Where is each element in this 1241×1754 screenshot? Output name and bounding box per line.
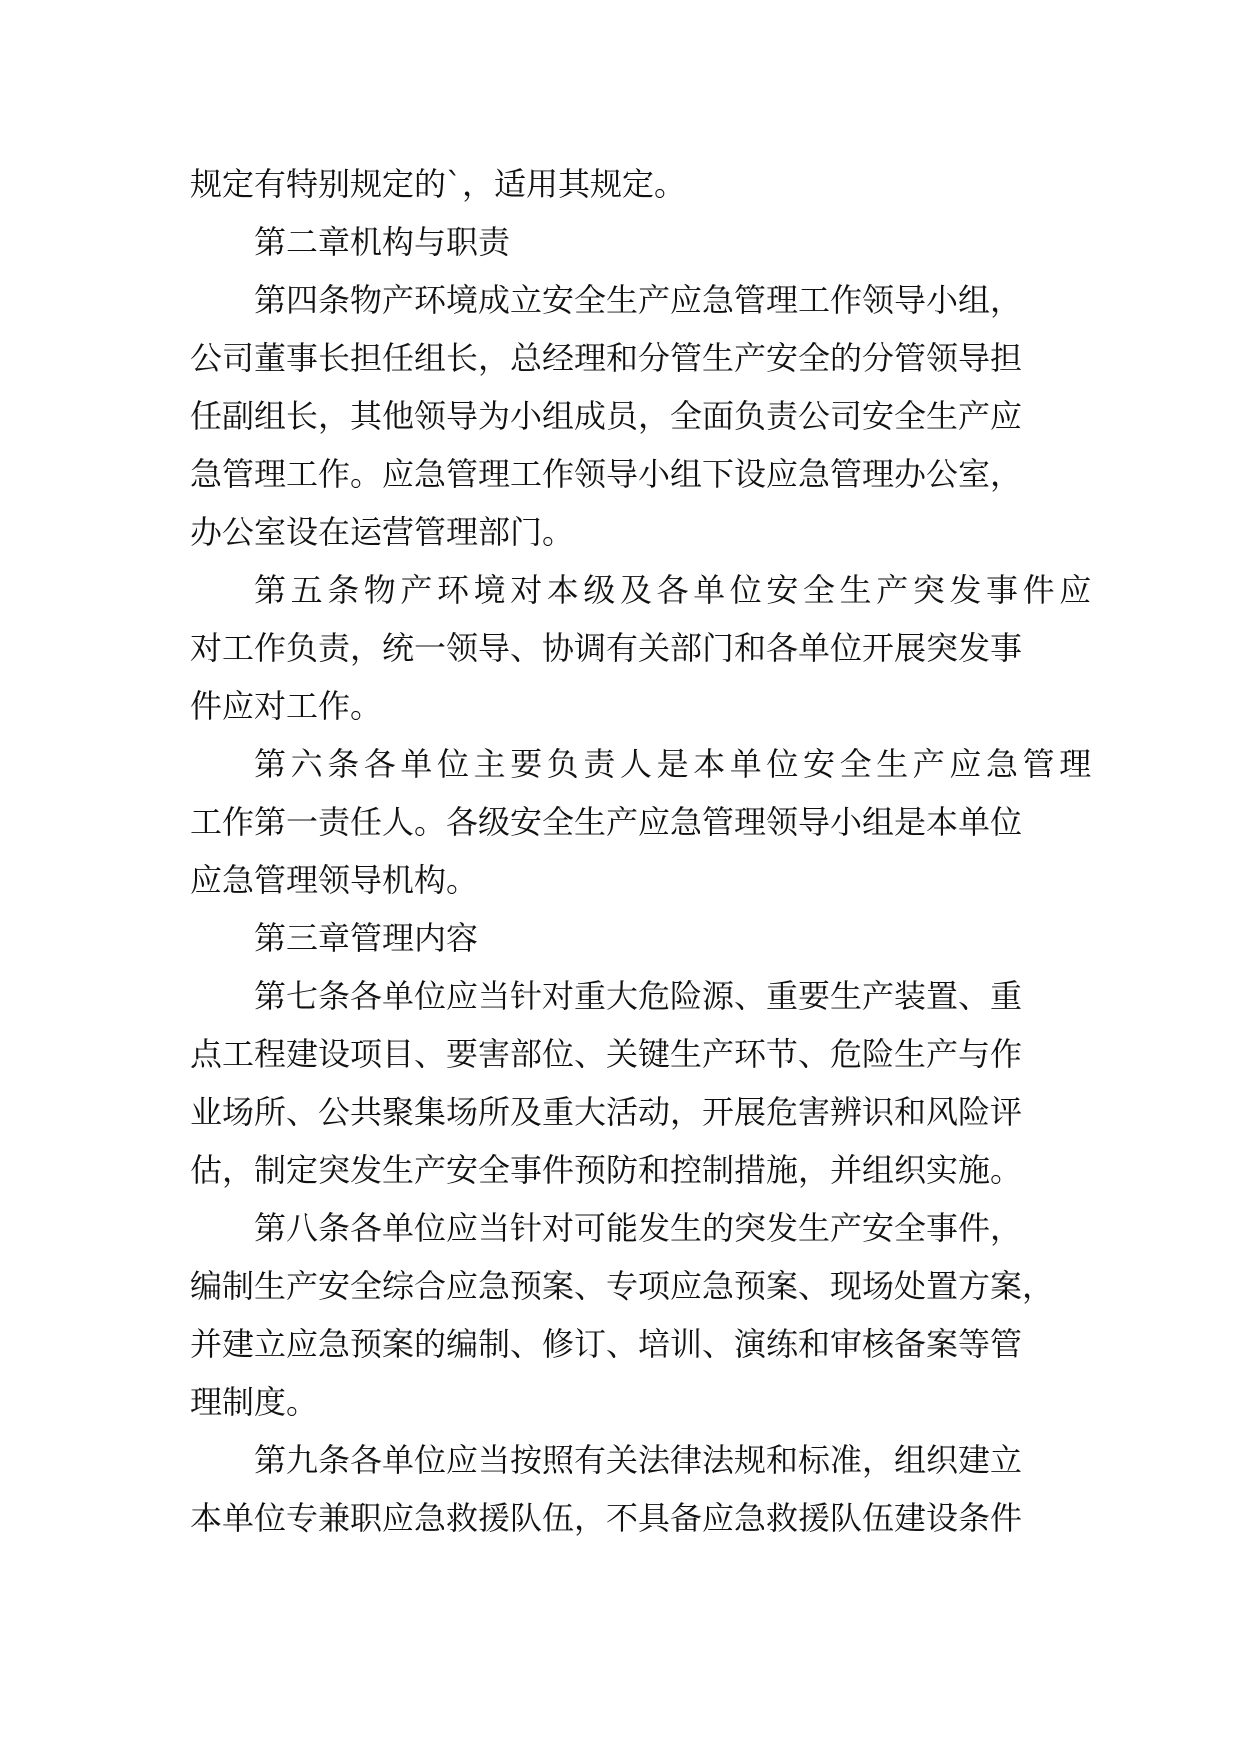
text-line: 业场所、公共聚集场所及重大活动，开展危害辨识和风险评 xyxy=(190,1093,1023,1131)
text-line: 点工程建设项目、要害部位、关键生产环节、危险生产与作 xyxy=(190,1035,1023,1073)
article-start-line: 第六条各单位主要负责人是本单位安全生产应急管理 xyxy=(254,745,1096,783)
text-line: 编制生产安全综合应急预案、专项应急预案、现场处置方案， xyxy=(190,1267,1055,1305)
text-line: 办公室设在运营管理部门。 xyxy=(190,513,575,551)
text-line: 件应对工作。 xyxy=(190,687,383,725)
text-line: 应急管理领导机构。 xyxy=(190,861,479,899)
text-line: 并建立应急预案的编制、修订、培训、演练和审核备案等管 xyxy=(190,1325,1023,1363)
article-start-line: 第八条各单位应当针对可能发生的突发生产安全事件， xyxy=(254,1209,1023,1247)
text-line: 本单位专兼职应急救援队伍，不具备应急救援队伍建设条件 xyxy=(190,1499,1023,1537)
chapter-heading: 第二章机构与职责 xyxy=(254,223,511,261)
article-start-line: 第四条物产环境成立安全生产应急管理工作领导小组， xyxy=(254,281,1023,319)
article-start-line: 第七条各单位应当针对重大危险源、重要生产装置、重 xyxy=(254,977,1023,1015)
article-start-line: 第九条各单位应当按照有关法律法规和标准，组织建立 xyxy=(254,1441,1023,1479)
document-body xyxy=(190,155,1096,1547)
text-line: 理制度。 xyxy=(190,1383,319,1421)
text-line: 规定有特别规定的`，适用其规定。 xyxy=(190,165,687,203)
text-line: 工作第一责任人。各级安全生产应急管理领导小组是本单位 xyxy=(190,803,1023,841)
text-line: 任副组长，其他领导为小组成员，全面负责公司安全生产应 xyxy=(190,397,1023,435)
chapter-heading: 第三章管理内容 xyxy=(254,919,479,957)
article-start-line: 第五条物产环境对本级及各单位安全生产突发事件应 xyxy=(254,571,1096,609)
text-line: 估，制定突发生产安全事件预防和控制措施，并组织实施。 xyxy=(190,1151,1023,1189)
text-line: 急管理工作。应急管理工作领导小组下设应急管理办公室， xyxy=(190,455,1023,493)
text-line: 对工作负责，统一领导、协调有关部门和各单位开展突发事 xyxy=(190,629,1023,667)
text-line: 公司董事长担任组长，总经理和分管生产安全的分管领导担 xyxy=(190,339,1023,377)
